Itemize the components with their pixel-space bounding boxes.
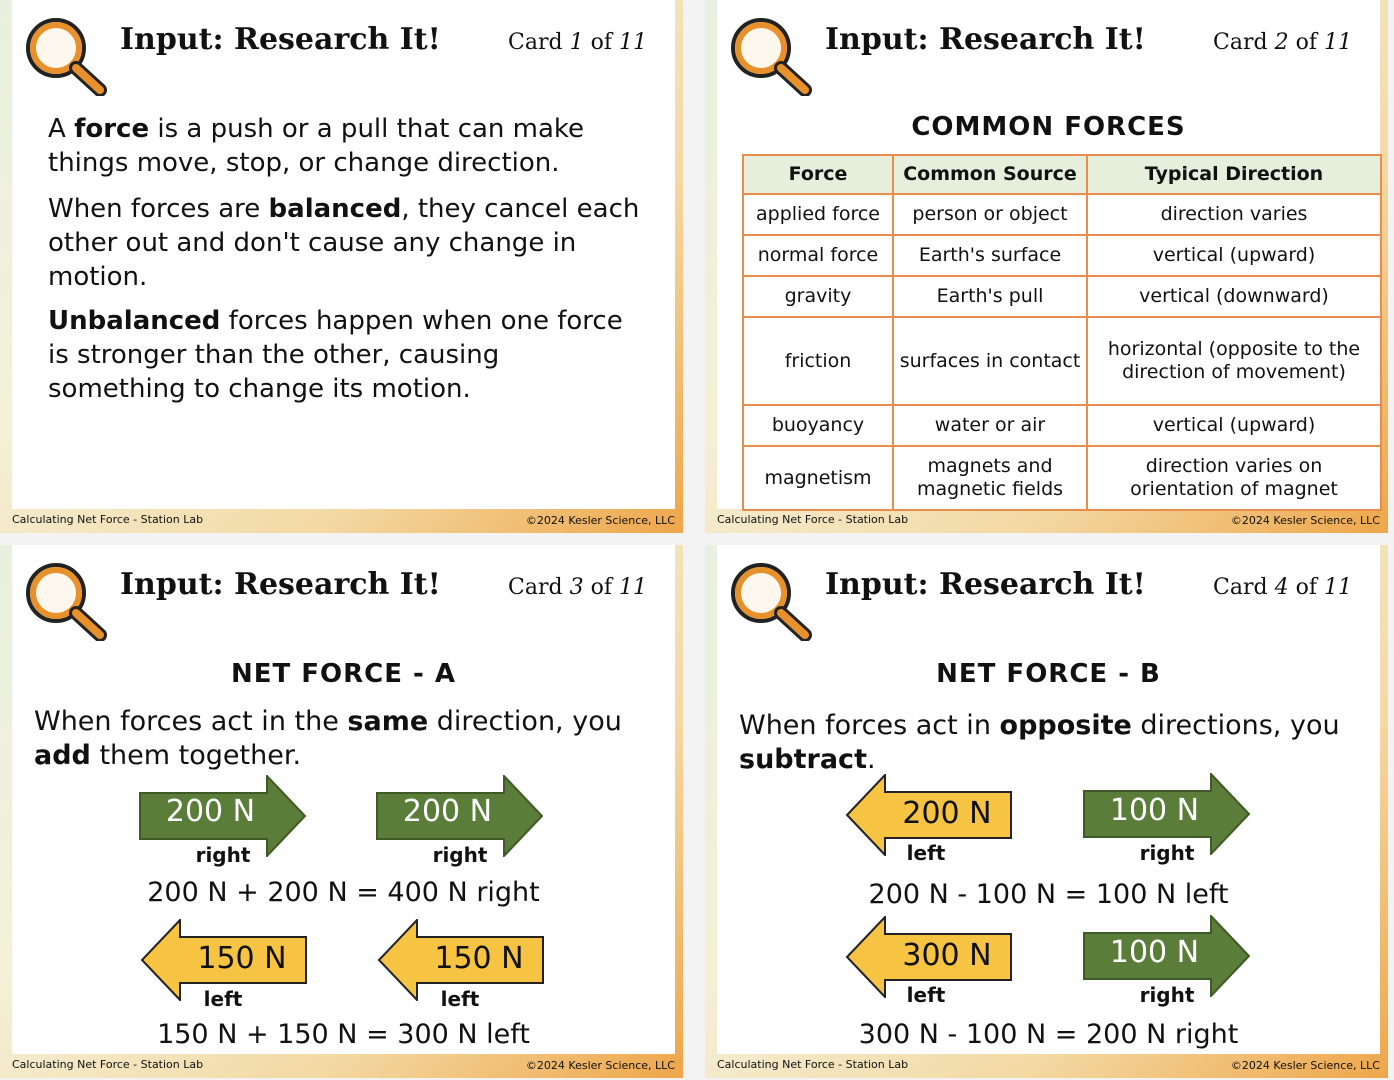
- force-value: 200 N: [402, 794, 493, 829]
- intro-text: When forces act in opposite directions, you subtract.: [739, 710, 1340, 775]
- table-cell: applied force: [743, 194, 893, 235]
- table-cell: magnets and magnetic fields: [893, 446, 1087, 510]
- card-1: [0, 0, 683, 533]
- card-4: [705, 545, 1388, 1078]
- card-title: Input: Research It!: [120, 567, 441, 602]
- table-row: [743, 405, 1381, 446]
- card-title: Input: Research It!: [120, 22, 441, 57]
- footer-left: Calculating Net Force - Station Lab: [12, 513, 204, 526]
- table-cell: direction varies: [1087, 194, 1381, 235]
- card-body: [717, 545, 1380, 1054]
- magnifier-icon: [20, 12, 110, 96]
- force-value: 150 N: [434, 941, 524, 976]
- footer-right: ©2024 Kesler Science, LLC: [1230, 514, 1380, 527]
- table-cell: friction: [743, 317, 893, 405]
- magnifier-icon: [725, 12, 815, 96]
- column-header: Common Source: [893, 155, 1087, 194]
- card-2: [705, 0, 1388, 533]
- table-row: [743, 317, 1381, 405]
- footer-right: ©2024 Kesler Science, LLC: [525, 1059, 675, 1072]
- card-number: Card 3 of 11: [508, 575, 647, 600]
- equation-2: 300 N - 100 N = 200 N right: [858, 1019, 1239, 1050]
- table-cell: Earth's surface: [893, 235, 1087, 276]
- section-heading: COMMON FORCES: [911, 112, 1186, 142]
- card-number: Card 1 of 11: [508, 30, 647, 55]
- equation-2: 150 N + 150 N = 300 N left: [157, 1019, 530, 1050]
- magnifier-icon: [20, 557, 110, 641]
- force-value: 200 N: [165, 794, 256, 829]
- equation-1: 200 N + 200 N = 400 N right: [147, 877, 540, 908]
- force-direction: left: [906, 841, 946, 865]
- footer-right: ©2024 Kesler Science, LLC: [1230, 1059, 1380, 1072]
- force-direction: right: [195, 843, 251, 867]
- table-row: [743, 276, 1381, 317]
- table-cell: vertical (downward): [1087, 276, 1381, 317]
- table-cell: gravity: [743, 276, 893, 317]
- card-body: [12, 0, 675, 509]
- force-direction: right: [432, 843, 488, 867]
- common-forces-table: [742, 154, 1382, 511]
- force-value: 100 N: [1109, 793, 1200, 828]
- table-header-row: [743, 155, 1381, 194]
- force-value: 100 N: [1109, 935, 1200, 970]
- card-number: Card 4 of 11: [1213, 575, 1352, 600]
- force-value: 300 N: [902, 938, 992, 973]
- column-header: Force: [743, 155, 893, 194]
- card-title: Input: Research It!: [825, 22, 1146, 57]
- card-title: Input: Research It!: [825, 567, 1146, 602]
- magnifier-icon: [725, 557, 815, 641]
- force-value: 150 N: [197, 941, 287, 976]
- force-direction: left: [906, 983, 946, 1007]
- unbalanced-definition: Unbalanced forces happen when one force is stronger than the other, causing something to change its motion.: [48, 306, 623, 404]
- table-cell: vertical (upward): [1087, 405, 1381, 446]
- table-cell: normal force: [743, 235, 893, 276]
- footer-right: ©2024 Kesler Science, LLC: [525, 514, 675, 527]
- column-header: Typical Direction: [1087, 155, 1381, 194]
- footer-left: Calculating Net Force - Station Lab: [717, 513, 909, 526]
- section-heading: NET FORCE - B: [936, 659, 1161, 689]
- force-direction: right: [1139, 841, 1195, 865]
- table-cell: surfaces in contact: [893, 317, 1087, 405]
- table-cell: water or air: [893, 405, 1087, 446]
- equation-1: 200 N - 100 N = 100 N left: [868, 879, 1229, 910]
- force-direction: left: [203, 987, 243, 1011]
- table-cell: person or object: [893, 194, 1087, 235]
- card-body: [717, 0, 1380, 509]
- intro-text: When forces act in the same direction, you add them together.: [34, 706, 622, 771]
- table-cell: horizontal (opposite to the direction of movement): [1087, 317, 1381, 405]
- table-cell: Earth's pull: [893, 276, 1087, 317]
- table-cell: buoyancy: [743, 405, 893, 446]
- footer-left: Calculating Net Force - Station Lab: [12, 1058, 204, 1071]
- table-row: [743, 446, 1381, 510]
- table-cell: vertical (upward): [1087, 235, 1381, 276]
- force-direction: left: [440, 987, 480, 1011]
- balanced-definition: When forces are balanced, they cancel each other out and don't cause any change in motion.: [48, 194, 640, 292]
- card-3: [0, 545, 683, 1078]
- card-number: Card 2 of 11: [1213, 30, 1352, 55]
- footer-left: Calculating Net Force - Station Lab: [717, 1058, 909, 1071]
- table-row: [743, 235, 1381, 276]
- section-heading: NET FORCE - A: [230, 659, 457, 689]
- force-direction: right: [1139, 983, 1195, 1007]
- table-row: [743, 194, 1381, 235]
- force-value: 200 N: [902, 796, 992, 831]
- table-cell: direction varies on orientation of magnet: [1087, 446, 1381, 510]
- card-body: [12, 545, 675, 1054]
- force-definition: A force is a push or a pull that can make things move, stop, or change direction.: [48, 114, 585, 178]
- table-cell: magnetism: [743, 446, 893, 510]
